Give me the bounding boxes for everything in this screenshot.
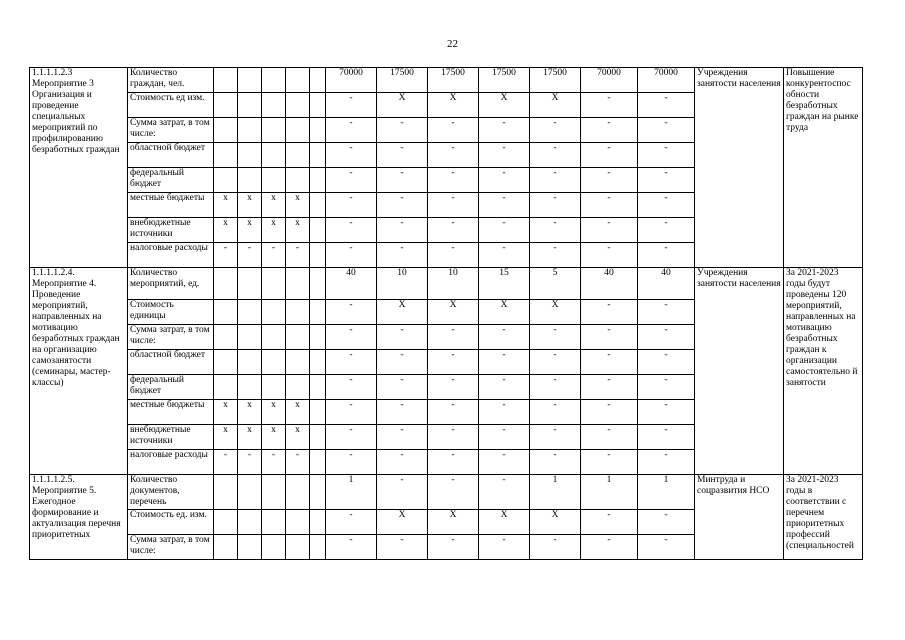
indicator-label: местные бюджеты [128,193,214,218]
indicator-label: Количество мероприятий, ед. [128,268,214,300]
value-cell: 17500 [428,68,479,93]
value-cell: - [479,168,530,193]
value-cell: - [530,400,581,425]
value-cell: - [638,450,695,475]
source-cell [286,168,310,193]
value-cell: - [428,535,479,560]
event-name-cell: 1.1.1.1.2.4. Мероприятие 4. Проведение мероприятий, направленных на мотивацию безработных граждан на организацию самозанятости (семинары, мастер-классы) [30,268,128,475]
source-cell: - [262,450,286,475]
source-cell: x [262,193,286,218]
value-cell: - [638,243,695,268]
source-cell [238,68,262,93]
value-cell: - [377,143,428,168]
value-cell: - [530,350,581,375]
value-cell: X [428,300,479,325]
spacer-cell [310,475,326,510]
value-cell: - [530,168,581,193]
value-cell: - [638,118,695,143]
source-cell [262,268,286,300]
value-cell: X [428,93,479,118]
spacer-cell [310,400,326,425]
value-cell: - [326,400,377,425]
value-cell: - [479,535,530,560]
value-cell: 1 [530,475,581,510]
value-cell: - [377,375,428,400]
value-cell: - [377,218,428,243]
value-cell: - [530,375,581,400]
spacer-cell [310,68,326,93]
value-cell: - [530,425,581,450]
source-cell: - [238,243,262,268]
page-number: 22 [447,38,458,50]
value-cell: X [530,300,581,325]
value-cell: - [581,93,638,118]
value-cell: - [638,168,695,193]
value-cell: - [428,325,479,350]
value-cell: - [428,143,479,168]
value-cell: X [377,510,428,535]
source-cell [238,268,262,300]
indicator-label: федеральный бюджет [128,375,214,400]
value-cell: - [581,450,638,475]
spacer-cell [310,268,326,300]
value-cell: - [479,243,530,268]
source-cell [262,325,286,350]
source-cell [262,93,286,118]
value-cell: - [581,425,638,450]
source-cell [262,510,286,535]
source-cell [214,350,238,375]
value-cell: - [638,218,695,243]
spacer-cell [310,325,326,350]
value-cell: 70000 [581,68,638,93]
source-cell [214,118,238,143]
value-cell: - [479,400,530,425]
spacer-cell [310,168,326,193]
value-cell: - [377,168,428,193]
value-cell: - [377,400,428,425]
value-cell: - [326,243,377,268]
value-cell: - [479,475,530,510]
source-cell [238,118,262,143]
source-cell [262,375,286,400]
source-cell [286,93,310,118]
value-cell: - [638,510,695,535]
source-cell [262,118,286,143]
source-cell: x [214,400,238,425]
source-cell [286,143,310,168]
value-cell: X [428,510,479,535]
value-cell: - [377,425,428,450]
value-cell: - [326,425,377,450]
source-cell [286,510,310,535]
value-cell: - [326,510,377,535]
source-cell [286,118,310,143]
value-cell: - [377,243,428,268]
value-cell: - [326,300,377,325]
value-cell: - [530,450,581,475]
source-cell [214,375,238,400]
source-cell: x [286,425,310,450]
value-cell: - [638,93,695,118]
spacer-cell [310,510,326,535]
table-row [30,475,863,510]
source-cell: x [214,218,238,243]
value-cell: - [428,118,479,143]
value-cell: - [479,325,530,350]
value-cell: - [638,350,695,375]
value-cell: 15 [479,268,530,300]
value-cell: - [428,350,479,375]
value-cell: - [479,450,530,475]
value-cell: - [428,375,479,400]
source-cell: - [286,450,310,475]
value-cell: - [581,118,638,143]
source-cell [214,93,238,118]
value-cell: - [581,218,638,243]
value-cell: 17500 [530,68,581,93]
value-cell: 10 [377,268,428,300]
value-cell: - [530,325,581,350]
indicator-label: Стоимость ед изм. [128,93,214,118]
value-cell: 40 [581,268,638,300]
value-cell: 17500 [377,68,428,93]
source-cell [262,350,286,375]
source-cell [214,300,238,325]
result-cell: За 2021-2023 годы в соответствии с перечнем приоритетных профессий (специальностей [784,475,863,560]
value-cell: - [530,243,581,268]
spacer-cell [310,193,326,218]
value-cell: - [326,325,377,350]
value-cell: - [581,143,638,168]
source-cell: x [238,193,262,218]
value-cell: - [479,118,530,143]
value-cell: 17500 [479,68,530,93]
value-cell: X [377,93,428,118]
value-cell: - [479,425,530,450]
value-cell: - [479,375,530,400]
spacer-cell [310,143,326,168]
value-cell: - [530,535,581,560]
source-cell [286,300,310,325]
spacer-cell [310,375,326,400]
value-cell: - [581,375,638,400]
value-cell: - [377,475,428,510]
value-cell: 1 [326,475,377,510]
indicator-label: областной бюджет [128,143,214,168]
source-cell [238,510,262,535]
value-cell: X [479,510,530,535]
value-cell: - [530,218,581,243]
value-cell: 1 [638,475,695,510]
value-cell: - [638,325,695,350]
value-cell: - [377,350,428,375]
value-cell: - [326,118,377,143]
value-cell: 70000 [638,68,695,93]
value-cell: - [428,450,479,475]
source-cell [262,143,286,168]
source-cell [214,510,238,535]
value-cell: - [428,475,479,510]
source-cell: x [238,218,262,243]
source-cell [238,350,262,375]
value-cell: - [428,400,479,425]
spacer-cell [310,425,326,450]
value-cell: - [530,143,581,168]
value-cell: - [326,218,377,243]
value-cell: - [638,300,695,325]
value-cell: 5 [530,268,581,300]
source-cell [262,68,286,93]
value-cell: - [581,535,638,560]
value-cell: - [326,93,377,118]
spacer-cell [310,93,326,118]
value-cell: 40 [638,268,695,300]
source-cell: x [214,425,238,450]
value-cell: X [530,93,581,118]
source-cell [238,535,262,560]
value-cell: - [479,143,530,168]
source-cell [286,68,310,93]
source-cell [214,143,238,168]
indicator-label: местные бюджеты [128,400,214,425]
executor-cell: Учреждения занятости населения [695,268,784,475]
value-cell: - [638,143,695,168]
value-cell: - [326,168,377,193]
indicator-label: Сумма затрат, в том числе: [128,535,214,560]
source-cell [262,535,286,560]
source-cell [286,350,310,375]
source-cell [286,325,310,350]
indicator-label: Стоимость единицы [128,300,214,325]
result-cell: Повышение конкурентоспос обности безработных граждан на рынке труда [784,68,863,268]
value-cell: - [479,193,530,218]
executor-cell: Минтруда и соцразвития НСО [695,475,784,560]
value-cell: - [581,510,638,535]
value-cell: - [326,193,377,218]
event-name-cell: 1.1.1.1.2.3 Мероприятие 3 Организация и проведение специальных мероприятий по профилированию безработных граждан [30,68,128,268]
source-cell [214,535,238,560]
source-cell [214,268,238,300]
source-cell [286,375,310,400]
spacer-cell [310,243,326,268]
source-cell [238,475,262,510]
value-cell: - [581,243,638,268]
source-cell: x [238,400,262,425]
indicator-label: Количество документов, перечень [128,475,214,510]
value-cell: - [326,450,377,475]
source-cell: x [286,218,310,243]
value-cell: - [581,193,638,218]
spacer-cell [310,218,326,243]
value-cell: - [479,218,530,243]
indicator-label: Количество граждан, чел. [128,68,214,93]
source-cell: x [286,193,310,218]
value-cell: - [638,400,695,425]
source-cell [238,325,262,350]
value-cell: - [530,118,581,143]
value-cell: X [530,510,581,535]
indicator-label: областной бюджет [128,350,214,375]
source-cell [214,68,238,93]
value-cell: - [326,350,377,375]
result-cell: За 2021-2023 годы будут проведены 120 мероприятий, направленных на мотивацию безработных граждан к организации самостоятельно й занятости [784,268,863,475]
source-cell: - [214,450,238,475]
value-cell: - [479,350,530,375]
indicator-label: налоговые расходы [128,450,214,475]
value-cell: - [377,450,428,475]
source-cell: x [262,218,286,243]
table-row [30,268,863,300]
value-cell: - [581,300,638,325]
value-cell: - [638,375,695,400]
source-cell [262,168,286,193]
source-cell: x [286,400,310,425]
value-cell: 70000 [326,68,377,93]
value-cell: - [377,118,428,143]
value-cell: - [428,168,479,193]
event-name-cell: 1.1.1.1.2.5. Мероприятие 5. Ежегодное формирование и актуализация перечня приоритетных [30,475,128,560]
value-cell: 1 [581,475,638,510]
indicator-label: Сумма затрат, в том числе: [128,118,214,143]
value-cell: - [377,193,428,218]
value-cell: X [377,300,428,325]
value-cell: - [581,400,638,425]
indicator-label: Стоимость ед. изм. [128,510,214,535]
source-cell [262,300,286,325]
source-cell: x [262,425,286,450]
value-cell: - [638,425,695,450]
value-cell: - [326,375,377,400]
source-cell [286,268,310,300]
source-cell [238,93,262,118]
value-cell: - [428,425,479,450]
source-cell [214,475,238,510]
executor-cell: Учреждения занятости населения [695,68,784,268]
source-cell: x [214,193,238,218]
value-cell: - [326,143,377,168]
source-cell [238,168,262,193]
value-cell: X [479,93,530,118]
source-cell: x [238,425,262,450]
value-cell: 40 [326,268,377,300]
value-cell: - [530,193,581,218]
source-cell [214,325,238,350]
source-cell [214,168,238,193]
value-cell: - [638,535,695,560]
value-cell: - [326,535,377,560]
program-events-table [29,67,863,560]
source-cell [286,535,310,560]
source-cell [238,300,262,325]
spacer-cell [310,118,326,143]
indicator-label: внебюджетные источники [128,425,214,450]
source-cell: - [262,243,286,268]
source-cell: - [286,243,310,268]
value-cell: - [428,243,479,268]
source-cell: - [238,450,262,475]
source-cell [262,475,286,510]
value-cell: - [428,193,479,218]
spacer-cell [310,350,326,375]
value-cell: - [638,193,695,218]
table-row [30,68,863,93]
source-cell [286,475,310,510]
indicator-label: налоговые расходы [128,243,214,268]
spacer-cell [310,300,326,325]
source-cell: x [262,400,286,425]
indicator-label: федеральный бюджет [128,168,214,193]
indicator-label: Сумма затрат, в том числе: [128,325,214,350]
value-cell: - [581,168,638,193]
value-cell: - [377,535,428,560]
value-cell: - [377,325,428,350]
value-cell: 10 [428,268,479,300]
spacer-cell [310,535,326,560]
source-cell [238,143,262,168]
value-cell: - [581,325,638,350]
indicator-label: внебюджетные источники [128,218,214,243]
value-cell: - [581,350,638,375]
source-cell [238,375,262,400]
source-cell: - [214,243,238,268]
value-cell: X [479,300,530,325]
value-cell: - [428,218,479,243]
spacer-cell [310,450,326,475]
